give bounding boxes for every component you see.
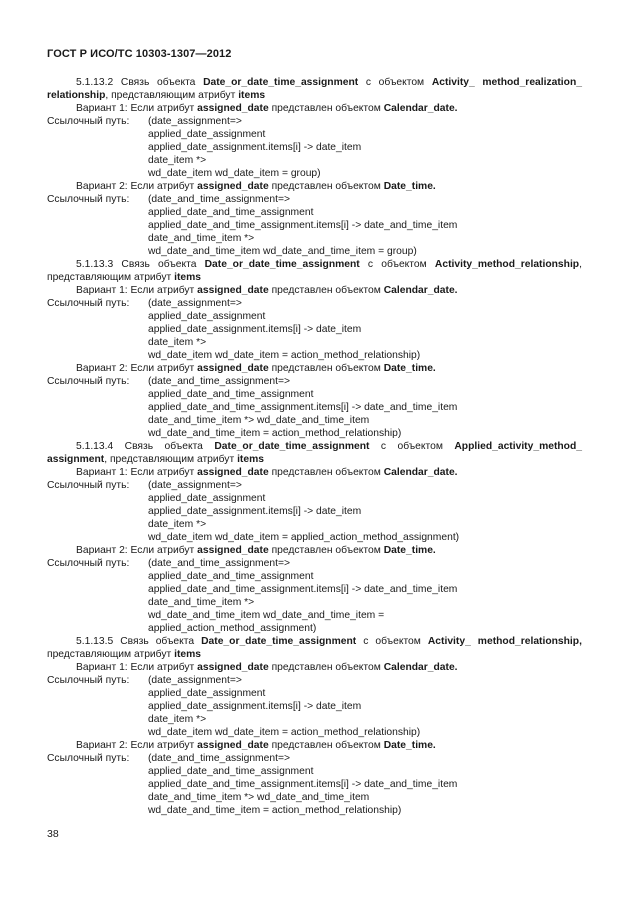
section-heading-cont: представляющим атрибут items xyxy=(47,272,202,283)
reference-path-row: Ссылочный путь: (date_assignment=> xyxy=(47,298,242,309)
reference-path-row: Ссылочный путь: (date_and_time_assignment=> xyxy=(47,194,290,205)
page-number: 38 xyxy=(47,828,59,840)
reference-path-row: Ссылочный путь: (date_assignment=> xyxy=(47,480,242,491)
variant-1: Вариант 1: Если атрибут assigned_date представлен объектом Calendar_date. xyxy=(76,285,458,296)
path-line: applied_action_method_assignment) xyxy=(148,623,317,634)
variant-1: Вариант 1: Если атрибут assigned_date представлен объектом Calendar_date. xyxy=(76,103,458,114)
path-line: applied_date_assignment xyxy=(148,688,266,699)
path-line: applied_date_and_time_assignment xyxy=(148,389,314,400)
section-heading-cont: представляющим атрибут items xyxy=(47,649,202,660)
section-heading: 5.1.13.4 Связь объекта Date_or_date_time_assignment с объектом Applied_activity_method_ xyxy=(76,441,582,452)
path-line: applied_date_assignment.items[i] -> date_item xyxy=(148,701,362,712)
path-line: applied_date_assignment xyxy=(148,493,266,504)
reference-path-row: Ссылочный путь: (date_and_time_assignment=> xyxy=(47,753,290,764)
path-line: wd_date_item wd_date_item = applied_action_method_assignment) xyxy=(148,532,460,543)
section-heading: 5.1.13.5 Связь объекта Date_or_date_time_assignment с объектом Activity_ method_relationship, xyxy=(76,636,582,647)
path-line: applied_date_assignment.items[i] -> date_item xyxy=(148,324,362,335)
path-line: applied_date_and_time_assignment xyxy=(148,571,314,582)
document-body xyxy=(0,76,630,817)
path-line: applied_date_and_time_assignment.items[i] -> date_and_time_item xyxy=(148,584,458,595)
path-line: applied_date_and_time_assignment xyxy=(148,766,314,777)
page-header: ГОСТ Р ИСО/ТС 10303-1307—2012 xyxy=(47,48,232,60)
path-line: wd_date_and_time_item = action_method_relationship) xyxy=(148,428,402,439)
path-line: applied_date_and_time_assignment.items[i] -> date_and_time_item xyxy=(148,402,458,413)
path-line: date_item *> xyxy=(148,714,207,725)
path-line: applied_date_assignment xyxy=(148,311,266,322)
path-line: applied_date_and_time_assignment.items[i] -> date_and_time_item xyxy=(148,779,458,790)
path-line: wd_date_and_time_item wd_date_and_time_item = xyxy=(148,610,385,621)
reference-path-row: Ссылочный путь: (date_and_time_assignment=> xyxy=(47,376,290,387)
variant-1: Вариант 1: Если атрибут assigned_date представлен объектом Calendar_date. xyxy=(76,662,458,673)
variant-1: Вариант 1: Если атрибут assigned_date представлен объектом Calendar_date. xyxy=(76,467,458,478)
reference-path-row: Ссылочный путь: (date_assignment=> xyxy=(47,116,242,127)
path-line: date_and_time_item *> xyxy=(148,233,255,244)
section-heading: 5.1.13.3 Связь объекта Date_or_date_time_assignment с объектом Activity_method_relationship, xyxy=(76,259,582,270)
path-line: wd_date_item wd_date_item = group) xyxy=(148,168,321,179)
path-line: wd_date_and_time_item wd_date_and_time_item = group) xyxy=(148,246,417,257)
path-line: applied_date_assignment.items[i] -> date_item xyxy=(148,506,362,517)
variant-2: Вариант 2: Если атрибут assigned_date представлен объектом Date_time. xyxy=(76,363,436,374)
path-line: applied_date_and_time_assignment.items[i] -> date_and_time_item xyxy=(148,220,458,231)
section-heading-cont: relationship, представляющим атрибут items xyxy=(47,90,266,101)
path-line: wd_date_item wd_date_item = action_method_relationship) xyxy=(148,350,421,361)
path-line: date_and_time_item *> wd_date_and_time_item xyxy=(148,415,370,426)
path-line: wd_date_item wd_date_item = action_method_relationship) xyxy=(148,727,421,738)
path-line: date_item *> xyxy=(148,155,207,166)
variant-2: Вариант 2: Если атрибут assigned_date представлен объектом Date_time. xyxy=(76,181,436,192)
reference-path-row: Ссылочный путь: (date_and_time_assignment=> xyxy=(47,558,290,569)
path-line: date_and_time_item *> xyxy=(148,597,255,608)
path-line: applied_date_assignment.items[i] -> date_item xyxy=(148,142,362,153)
variant-2: Вариант 2: Если атрибут assigned_date представлен объектом Date_time. xyxy=(76,740,436,751)
section-heading-cont: assignment, представляющим атрибут items xyxy=(47,454,264,465)
reference-path-row: Ссылочный путь: (date_assignment=> xyxy=(47,675,242,686)
path-line: applied_date_assignment xyxy=(148,129,266,140)
variant-2: Вариант 2: Если атрибут assigned_date представлен объектом Date_time. xyxy=(76,545,436,556)
path-line: date_item *> xyxy=(148,519,207,530)
path-line: date_item *> xyxy=(148,337,207,348)
path-line: wd_date_and_time_item = action_method_relationship) xyxy=(148,805,402,816)
path-line: date_and_time_item *> wd_date_and_time_item xyxy=(148,792,370,803)
section-heading: 5.1.13.2 Связь объекта Date_or_date_time_assignment с объектом Activity_ method_realization_ xyxy=(76,77,582,88)
path-line: applied_date_and_time_assignment xyxy=(148,207,314,218)
